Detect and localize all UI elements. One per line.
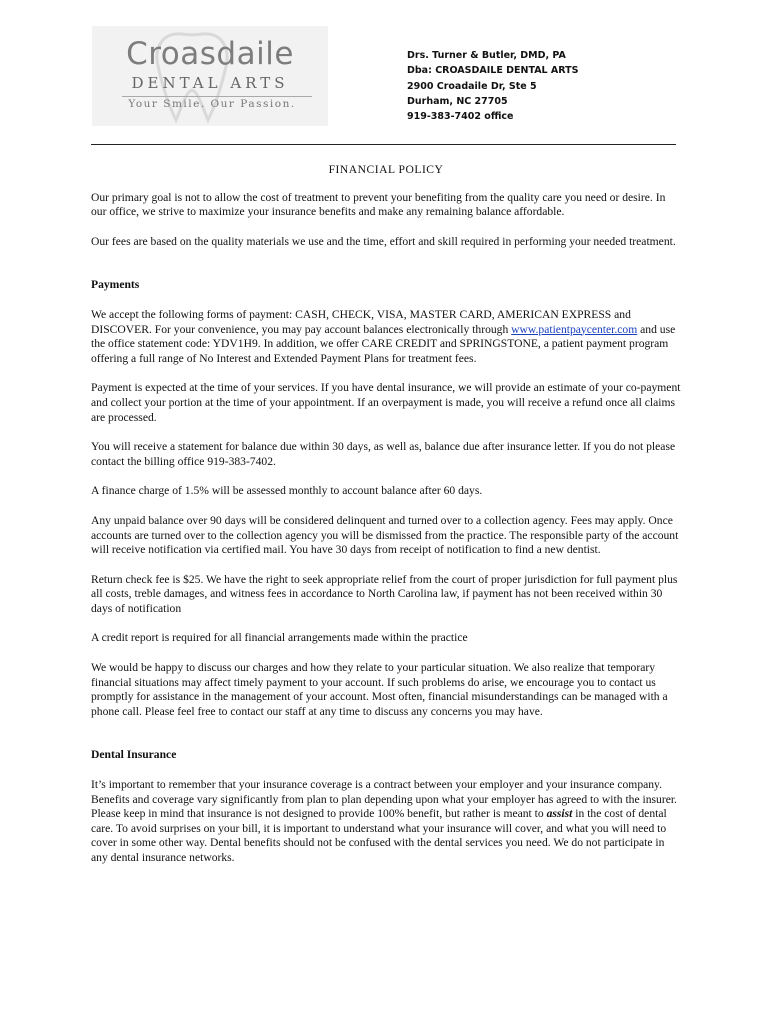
address-line: Durham, NC 27705 <box>407 95 508 107</box>
payment-paragraph <box>91 308 681 366</box>
dental-insurance-heading: Dental Insurance <box>91 748 177 762</box>
logo-divider <box>122 96 312 97</box>
document-title: FINANCIAL POLICY <box>328 163 444 176</box>
payment-paragraph: Payment is expected at the time of your services. If you have dental insurance, we will provide an estimate of your co-payment and collect your portion at the time of your appointment. If an overpayment is made, you will receive a refund once all claims are processed. <box>91 381 681 424</box>
logo-tagline: Your Smile. Our Passion. <box>128 98 296 110</box>
insurance-paragraph <box>91 778 681 866</box>
intro-paragraph: Our primary goal is not to allow the cost of treatment to prevent your benefiting from the quality care you need or desire. In our office, we strive to maximize your insurance benefits and make any remaining balance affordable. <box>91 190 666 219</box>
address-line: Dba: CROASDAILE DENTAL ARTS <box>407 65 579 77</box>
policy-body <box>91 160 681 881</box>
logo-name: Croasdaile <box>126 36 294 72</box>
insurance-text: It’s important to remember that your insurance coverage is a contract between your employer and your insurance company. Benefits and coverage vary significantly from plan to plan depending upon what your employer has agreed to with the insurer. Please keep in mind that insurance is not designed to provide 100% benefit, but rather is meant to <box>91 778 677 821</box>
logo-subtitle: DENTAL ARTS <box>131 74 289 92</box>
address-line: Drs. Turner & Butler, DMD, PA <box>407 50 566 61</box>
practice-address <box>407 48 578 124</box>
address-line: 2900 Croadaile Dr, Ste 5 <box>407 80 537 92</box>
payment-paragraph: A finance charge of 1.5% will be assessed monthly to account balance after 60 days. <box>91 484 483 498</box>
payment-text: and use the office statement code: YDV1H9. In addition, we offer CARE CREDIT and SPRINGSTONE, a patient payment program offering a full range of No Interest and Extended Payment Plans for treatment fees. <box>91 322 676 365</box>
payment-paragraph: Return check fee is $25. We have the right to seek appropriate relief from the court of proper jurisdiction for full payment plus all costs, treble damages, and witness fees in accordance to North Carolina law, if payment has not been received within 30 days of notification <box>91 572 678 615</box>
payment-paragraph: We would be happy to discuss our charges and how they relate to your particular situation. We also realize that temporary financial situations may affect timely payment to your account. If such problems do arise, we encourage you to contact us promptly for assistance in the management of your account. Most often, financial misunderstandings can be managed with a phone call. Please feel free to contact our staff at any time to discuss any concerns you may have. <box>91 661 668 718</box>
payment-paragraph: Any unpaid balance over 90 days will be considered delinquent and turned over to a collection agency. Fees may apply. Once accounts are turned over to the collection agency you will be dismissed from the practice. The responsible party of the account will receive notification via certified mail. You have 30 days from receipt of notification to find a new dentist. <box>91 513 679 557</box>
payments-heading: Payments <box>91 278 140 292</box>
insurance-text: in the cost of dental care. To avoid surprises on your bill, it is important to understand what your insurance will cover, and what you will need to cover in some other way. Dental benefits should not be confused with the dental services you need. We do not participate in any dental insurance networks. <box>91 807 667 864</box>
header-rule <box>91 144 676 145</box>
payment-paragraph: A credit report is required for all financial arrangements made within the practice <box>91 631 468 645</box>
insurance-emphasis: assist <box>546 807 573 821</box>
payment-text: We accept the following forms of payment: CASH, CHECK, VISA, MASTER CARD, AMERICAN EXPRESS and DISCOVER. For your convenience, you may pay account balances electronically through <box>91 307 631 336</box>
payment-center-link[interactable]: www.patientpaycenter.com <box>511 322 638 336</box>
payment-paragraph: You will receive a statement for balance due within 30 days, as well as, balance due after insurance letter. If you do not please contact the billing office 919-383-7402. <box>91 440 676 468</box>
address-line: 919-383-7402 office <box>407 111 514 123</box>
intro-paragraph: Our fees are based on the quality materials we use and the time, effort and skill required in performing your needed treatment. <box>91 234 676 248</box>
practice-logo <box>92 26 328 126</box>
